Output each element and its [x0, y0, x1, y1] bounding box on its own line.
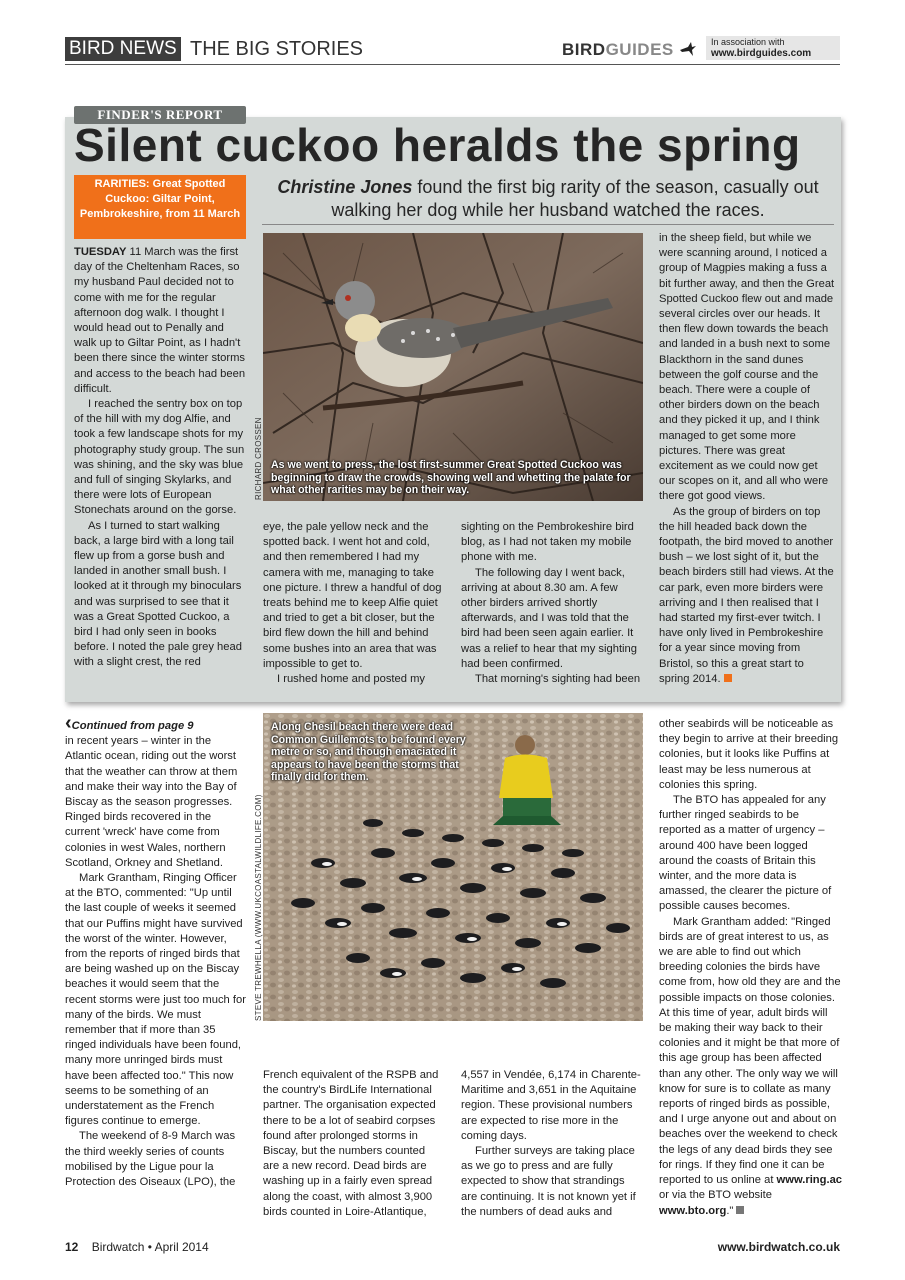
report-column-3 — [461, 520, 643, 687]
guillemot-column-4 — [659, 717, 843, 1219]
paragraph: Mark Grantham added: "Ringed birds are of great interest to us, as we are able to find out which breeding colonies the birds have come from, how old they are and the possible impacts on those colonies. At this time of year, adult birds will be making their way back to their colonies and it might be that more of this age group has been affected than any other. The only way we will know for sure is to collate as many reports of ringed birds as possible, and I urge anyone out and about on beaches over the weekend to check the legs of any dead birds they see for rings. If they find one it can be reported to us online at — [659, 915, 841, 1187]
magazine-issue: Birdwatch • April 2014 — [91, 1240, 209, 1254]
birdguides-logo[interactable] — [562, 40, 697, 60]
footer-left — [65, 1240, 209, 1254]
guillemot-column-3 — [461, 1068, 643, 1220]
paragraph: The following day I went back, arriving at about 8.30 am. A few other birders arrived shortly afterwards, and I was told that the bird had been seen again earlier. It was a relief to hear that my sighting had been confirmed. — [461, 566, 637, 670]
guillemot-photo-credit: STEVE TREWHELLA (WWW.UKCOASTALWILDLIFE.COM) — [254, 794, 263, 1021]
header-rule — [65, 64, 840, 65]
paragraph: Mark Grantham, Ringing Officer at the BTO, commented: "Up until the last couple of weeks it seemed that our Puffins might have survived the worst of the winter. However, from the reports of ringed birds that are being washed up on the Biscay beaches it would seem that the recent storms were just too much for many of the birds. We must remember that if more than 35 ringed individuals have been found, many more unringed birds must have been affected too." This now seems to be something of an understatement as the French figures continue to emerge. — [65, 872, 246, 1128]
subsection-label: THE BIG STORIES — [190, 38, 363, 60]
standfirst — [262, 176, 834, 222]
paragraph: 11 March was the first day of the Cheltenham Races, so my husband Paul decided not to come with me for the regular afternoon dog walk. I thought I would head out to Penally and walk up to Giltar Point, as I hadn't been there since the winter storms and access to the beach had been difficult. — [74, 246, 246, 395]
lead-word: TUESDAY — [74, 246, 127, 258]
continued-label[interactable]: Continued from page 9 — [71, 720, 194, 732]
report-column-4 — [659, 231, 835, 687]
bird-logo-icon — [679, 41, 697, 57]
logo-main: BIRD — [562, 40, 606, 59]
paragraph: I reached the sentry box on top of the hill with my dog Alfie, and took a few landscape shots for my photography study group. The sun was shining, and the sky was blue and full of singing Skylarks, and there were lots of European Stonechats around on the gorse. — [74, 398, 245, 517]
association-badge[interactable] — [706, 36, 840, 60]
rarity-text: Great Spotted Cuckoo: Giltar Point, Pembrokeshire, from 11 March — [79, 178, 241, 220]
paragraph: French equivalent of the RSPB and the country's BirdLife International partner. The organisation expected there to be a lot of seabird corpses found after prolonged storms in Biscay, but the numbers counted are a new record. Dead birds are washing up in a fairly even spread along the coast, with almost 3,900 birds counted in Loire-Atlantique, — [263, 1069, 439, 1218]
paragraph: The BTO has appealed for any further ringed seabirds to be reported as a matter of urgency – around 400 have been logged around the coasts of Britain this winter, and the more data is amassed, the clearer the picture of possible causes becomes. — [659, 794, 832, 913]
paragraph: eye, the pale yellow neck and the spotted back. I went hot and cold, and then remembered I had my camera with me, managing to take one picture. I threw a handful of dog treats behind me to keep Alfie quiet and tried to get a bit closer, but the bird flew down the hill and behind some bushes into an area that was impossible to get to. — [263, 521, 442, 670]
standfirst-text: found the first big rarity of the season, casually out walking her dog while her husband watched the races. — [331, 177, 819, 220]
end-mark-icon — [724, 674, 732, 682]
quote-end: ." — [726, 1204, 734, 1217]
guillemot-photo — [263, 713, 643, 1021]
link-joiner: or via the BTO website — [659, 1189, 772, 1202]
finders-report-tag: FINDER'S REPORT — [74, 106, 246, 124]
author-name: Christine Jones — [277, 177, 413, 197]
paragraph: The weekend of 8-9 March was the third weekly series of counts mobilised by the Ligue pour la Protection des Oiseaux (LPO), the — [65, 1130, 236, 1189]
rarity-box — [74, 175, 246, 239]
report-column-1 — [74, 245, 246, 671]
paragraph: I rushed home and posted my — [277, 673, 426, 686]
assoc-label: In association with — [711, 37, 785, 47]
logo-accent: GUIDES — [605, 40, 674, 59]
paragraph: other seabirds will be noticeable as they begin to arrive at their breeding colonies, but it looks like Puffins at least may be less numerous at colonies this spring. — [659, 718, 839, 791]
paragraph: in the sheep field, but while we were scanning around, I noticed a group of Magpies making a fuss a bit further away, and then the Great Spotted Cuckoo flew out and made several circles over our heads. It then flew down towards the beach and landed in a bush next to some Blackthorn in the sand dunes between the golf course and the beach. There were a couple of other birders down on the beach and they picked it up, and I think managed to get some more pictures. There was great excitement as we could now get our scopes on it, and all who were there got good views. — [659, 232, 835, 503]
paragraph: That morning's sighting had been — [475, 673, 641, 686]
paragraph: sighting on the Pembrokeshire bird blog, as I had not taken my mobile phone with me. — [461, 521, 634, 564]
cuckoo-photo — [263, 233, 643, 501]
page-number: 12 — [65, 1240, 79, 1254]
paragraph: in recent years – winter in the Atlantic ocean, riding out the worst that the weather can throw at them and make their way into the Bay of Biscay as the season progresses. Ringed birds recovered in the current 'wreck' have come from colonies in west Wales, northern Scotland, Orkney and Shetland. — [65, 735, 238, 869]
cuckoo-photo-credit: RICHARD CROSSEN — [254, 417, 263, 500]
standfirst-rule — [262, 224, 834, 225]
ring-link[interactable]: www.ring.ac — [776, 1174, 843, 1187]
assoc-url[interactable]: www.birdguides.com — [711, 48, 812, 59]
end-mark-icon — [736, 1206, 744, 1214]
paragraph: As the group of birders on top the hill headed back down the footpath, the bird moved to another bush – we lost sight of it, but the beach birders still had views. At the car park, even more birders were arriving and I then realised that I had started my first-ever twitch. I have only lived in Pembrokeshire for a year since moving from Bristol, so this a great start to spring 2014. — [659, 505, 834, 685]
cuckoo-caption: As we went to press, the lost first-summer Great Spotted Cuckoo was beginning to draw the crowds, showing well and whetting the palate for what other rarities may be on their way. — [271, 459, 631, 497]
report-column-2 — [263, 520, 443, 687]
guillemot-column-1 — [52, 712, 246, 1190]
rarity-label: RARITIES: — [94, 178, 150, 190]
footer-url[interactable]: www.birdwatch.co.uk — [717, 1240, 840, 1254]
paragraph: 4,557 in Vendée, 6,174 in Charente-Maritime and 3,651 in the Aquitaine region. These provisional numbers are expected to rise more in the coming days. — [461, 1069, 641, 1142]
guillemot-caption: Along Chesil beach there were dead Common Guillemots to be found every metre or so, and though emaciated it appears to have been the storms that finally did for them. — [271, 721, 466, 784]
continued-chevron-icon: ‹ — [65, 712, 72, 734]
section-label: BIRD NEWS — [65, 37, 181, 61]
paragraph: As I turned to start walking back, a large bird with a long tail flew up from a gorse bush and landed in another small bush. I looked at it through my binoculars and was surprised to see that it was a Great Spotted Cuckoo, a bird I had only seen in books before. I noted the pale grey head with a slight crest, the red — [74, 519, 242, 669]
paragraph: Further surveys are taking place as we go to press and are fully expected to show that strandings are continuing. It is not known yet if the numbers of dead auks and — [461, 1145, 636, 1218]
headline: Silent cuckoo heralds the spring — [74, 119, 801, 171]
guillemot-column-2 — [263, 1068, 443, 1220]
bto-link[interactable]: www.bto.org — [659, 1204, 727, 1217]
